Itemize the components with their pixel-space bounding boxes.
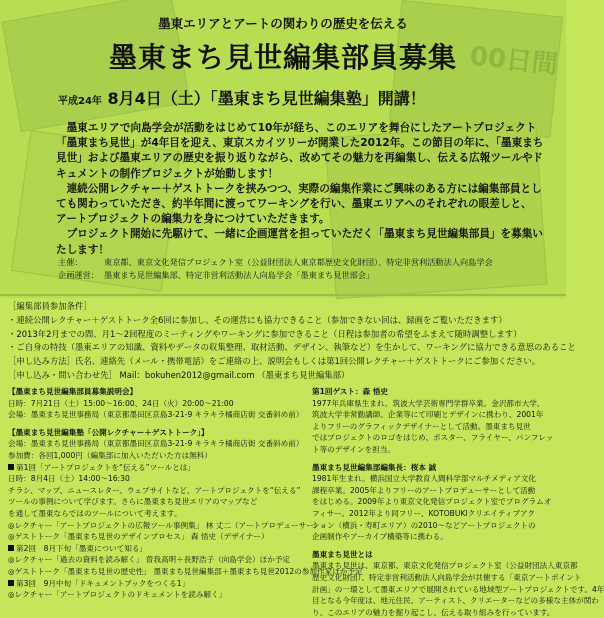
section-heading [8, 386, 300, 398]
detail-text: ◎レクチャー「アートプロジェクトのドキュメントを読み解く」 [8, 590, 227, 600]
detail-line [312, 508, 558, 520]
organizer-key: 主催： [58, 257, 83, 267]
detail-text: ではプロジェクトのロゴをはじめ、ポスター、フライヤー、パンフレッ [312, 433, 554, 443]
lead-text: 墨東エリアとアートの関わりの歴史を伝える [158, 16, 408, 31]
detail-text: 第1回ゲスト：森 悟史 [312, 387, 388, 396]
page-title: 墨東まち見世編集部員募集 [108, 41, 457, 74]
detail-text: 墨東まち見世は、東京都、東京文化発信プロジェクト室（公益財団法人東京都 [312, 561, 578, 571]
detail-line [312, 444, 558, 456]
event-date [58, 86, 426, 109]
detail-text: り、このエリアの魅力を掘り起こし、伝える取り組みを行っています。 [312, 607, 555, 617]
detail-text: 計画」の一環として墨東エリアで展開されている地域型アートプロジェクトです。4年 [312, 584, 604, 594]
detail-text: ◎レクチャー「アートプロジェクトの広報ツール事例集」 林 丈二（アートプロデューサー） [8, 520, 322, 530]
organizer-key: 企画運営： [58, 270, 99, 280]
intro-line: たします！ [56, 243, 109, 256]
detail-text: 筑波大学非常勤講師、企業等にて印刷とデザインに携わり、2001年 [312, 410, 544, 420]
organizer-row [58, 256, 548, 269]
organizers [58, 256, 548, 282]
detail-line [8, 566, 363, 578]
condition-line: ［編集部員参加条件］ [8, 301, 92, 311]
detail-line [8, 496, 300, 508]
detail-text: 第3回 9月中旬「ドキュメントブックをつくる1」 [16, 578, 190, 588]
organizer-row [58, 269, 548, 282]
intro-text [56, 121, 546, 258]
detail-text: をはじめる。2009年より東京文化発信プロジェクト室でプログラムオ [312, 497, 552, 507]
divider [0, 294, 566, 296]
detail-line [312, 485, 558, 497]
detail-text: ◎レクチャー「過去の資料を読み解く」 曽我高明＋長野浩子（向島学会）ほか予定 [8, 555, 291, 565]
condition-line: ［申し込み方法］氏名、連絡先（メール・携帯電話）をご連絡の上、説明会もしくは第1回公開レクチャー＋ゲストトークにご参加ください。 [8, 356, 541, 367]
intro-line: 連続公開レクチャー＋ゲストトークを挟みつつ、実際の編集作業にご興味のある方には編集部員とし [66, 182, 542, 195]
date-main: 8月4日（土）「墨東まち見世編集塾」開講！ [107, 89, 426, 108]
detail-text: 日時：8月4日（土）14:00〜16:30 [8, 474, 130, 484]
detail-line [312, 572, 582, 584]
detail-line [8, 409, 304, 421]
detail-line [312, 595, 599, 607]
detail-text: を通して墨東ならではのツールについて考えます。 [8, 508, 182, 518]
detail-line [8, 543, 300, 555]
detail-line [312, 432, 558, 444]
section-heading [312, 462, 558, 474]
section-heading [8, 427, 300, 439]
intro-line: アートプロジェクトの編集力を身につけていただきます。 [56, 213, 330, 226]
participation-conditions [8, 300, 576, 383]
detail-line [8, 520, 322, 532]
detail-line [8, 438, 304, 450]
detail-line [312, 409, 558, 421]
detail-text: 目となる今年度は、地元住民、アーティスト、クリエーターなどの多様な主体が関わ [312, 596, 599, 606]
detail-line [8, 554, 300, 566]
section-heading [312, 386, 558, 398]
intro-line: キュメントの制作プロジェクトが始動します！ [56, 167, 279, 180]
detail-line [8, 508, 300, 520]
detail-text: ト等のデザインを担当。 [312, 444, 395, 454]
detail-line [8, 531, 300, 543]
detail-line [312, 560, 578, 572]
detail-line [8, 473, 300, 485]
hero-section [0, 0, 566, 298]
bullet-square-icon [8, 545, 14, 551]
detail-text: ◎ゲストトーク「墨東まち見世の歴史性」 墨東まち見世編集部＋墨東まち見世2012の参加作家ほか予定 [8, 566, 363, 576]
detail-text: 墨東まち見世とは [312, 549, 373, 559]
condition-line: ・2013年2月までの間、月1〜2回程度のミーティングやワーキングに参加できること（日程は参加者の希望をふまえて随時調整します） [8, 328, 522, 339]
detail-text: よりフリーのグラフィックデザイナーとして活動。墨東まち見世 [312, 421, 531, 431]
date-era: 平成24年 [58, 96, 102, 107]
intro-line: 墨東エリアで向島学会が活動をはじめて10年が経ち、このエリアを舞台にしたアートプロジェクト [66, 122, 537, 134]
detail-line [312, 584, 604, 596]
section-heading [312, 549, 558, 561]
detail-line [312, 520, 558, 532]
organizer-value: 墨東まち見世編集部、特定非営利活動法人向島学会「墨東まち見世部会」 [104, 270, 375, 280]
detail-text: 会場：墨東まち見世事務局（東京都墨田区京島3-21-9 キラキラ橘商店街 交番斜め前） [8, 439, 304, 449]
detail-line [8, 589, 300, 601]
detail-text: 会場：墨東まち見世事務局（東京都墨田区京島3-21-9 キラキラ橘商店街 交番斜め前） [8, 410, 304, 420]
detail-line [312, 531, 558, 543]
intro-line: ても関わっていただき、約半年間に渡ってワーキングを行い、墨東エリアへのそれぞれの眼差しと、 [56, 198, 532, 211]
detail-text: 参加費：各回1,000円（編集部に加入いただいた方は無料） [8, 450, 212, 460]
detail-line [312, 473, 558, 485]
detail-text: 課程卒業。2005年よりフリーのアートプロデューサーとして活動 [312, 485, 536, 495]
condition-line: ［申し込み・問い合わせ先］ Mail：bokuhen2012@gmail.com （墨東まち見世編集部） [8, 369, 350, 380]
condition-line: ・連続公開レクチャー＋ゲストトーク全6回に参加し、その運営にも協力できること（参加できない回は、録画をご覧いただきます） [8, 314, 507, 325]
detail-text: 第2回 8月下旬「墨東について知る」 [16, 543, 148, 553]
detail-line [312, 607, 558, 618]
intro-line: プロジェクト開始に先駆けて、一緒に企画運営を担っていただく「墨東まち見世編集部員」を募集い [66, 228, 543, 241]
detail-line [8, 450, 300, 462]
detail-line [8, 462, 300, 474]
detail-text: ツールの事例について学びます。さらに墨東まち見世エリアのマップなど [8, 497, 258, 507]
detail-line [8, 578, 300, 590]
detail-text: 第1回「アートプロジェクトを“伝える”ツールとは」 [16, 462, 195, 472]
detail-line [8, 485, 300, 497]
detail-text: 1981年生まれ。横浜国立大学教育人間科学部マルチメディア文化 [312, 474, 536, 484]
detail-text: フィサー。2012年より同フリー、KOTOBUKIクリエイティブアク [312, 508, 536, 518]
profile-column [312, 386, 604, 618]
bullet-square-icon [8, 464, 14, 470]
detail-text: 【墨東まち見世編集塾「公開レクチャー＋ゲストトーク」】 [8, 427, 209, 437]
detail-text: 墨東まち見世編集部編集長：桜本 誠 [312, 462, 437, 472]
intro-line: 「墨東まち見世」が4年目を迎え、東京スカイツリーが開業した2012年。この節目の年に、「墨東まち [56, 137, 544, 150]
detail-text: ◎ゲストトーク「墨東まち見世のデザインプロセス」 森 悟史（デザイナー） [8, 532, 269, 542]
detail-text: ション（横浜・寿町エリア）の2010〜などアートプロジェクトの [312, 520, 536, 530]
detail-line [8, 398, 300, 410]
detail-line [312, 496, 558, 508]
detail-line [312, 398, 558, 410]
detail-text: 1977年兵庫県生まれ。筑波大学芸術専門学群卒業。金沢都市大学、 [312, 398, 545, 408]
detail-line [312, 421, 558, 433]
bullet-square-icon [8, 580, 14, 586]
detail-text: 【墨東まち見世編集部員募集説明会】 [8, 387, 138, 396]
condition-line: ・ご自身の特技（墨東エリアの知識、資料やデータの収集整理、取材活動、デザイン、執筆など）を生かして、ワーキングに協力できる意思のあること [8, 342, 576, 353]
intro-line: 見世」および墨東エリアの歴史を振り返りながら、改めてその魅力を再編集し、伝える広報ツールやド [56, 152, 543, 165]
detail-text: チラシ、マップ、ニュースレター、ウェブサイトなど、アートプロジェクトを“伝える” [8, 485, 301, 495]
detail-text: 日時：7月21日（土）15:00〜16:00、24日（火）20:00〜21:00 [8, 398, 234, 408]
background-photo-text: 00日間 [468, 41, 560, 81]
details-columns [8, 386, 604, 617]
organizer-value: 東京都、東京文化発信プロジェクト室（公益財団法人東京都歴史文化財団）、特定非営利活動法人向島学会 [104, 257, 493, 267]
detail-text: 企画制作やアーカイブ構築等に携わる。 [312, 532, 448, 542]
detail-text: 歴史文化財団）、特定非営利活動法人向島学会が共催する「東京アートポイント [312, 572, 582, 582]
